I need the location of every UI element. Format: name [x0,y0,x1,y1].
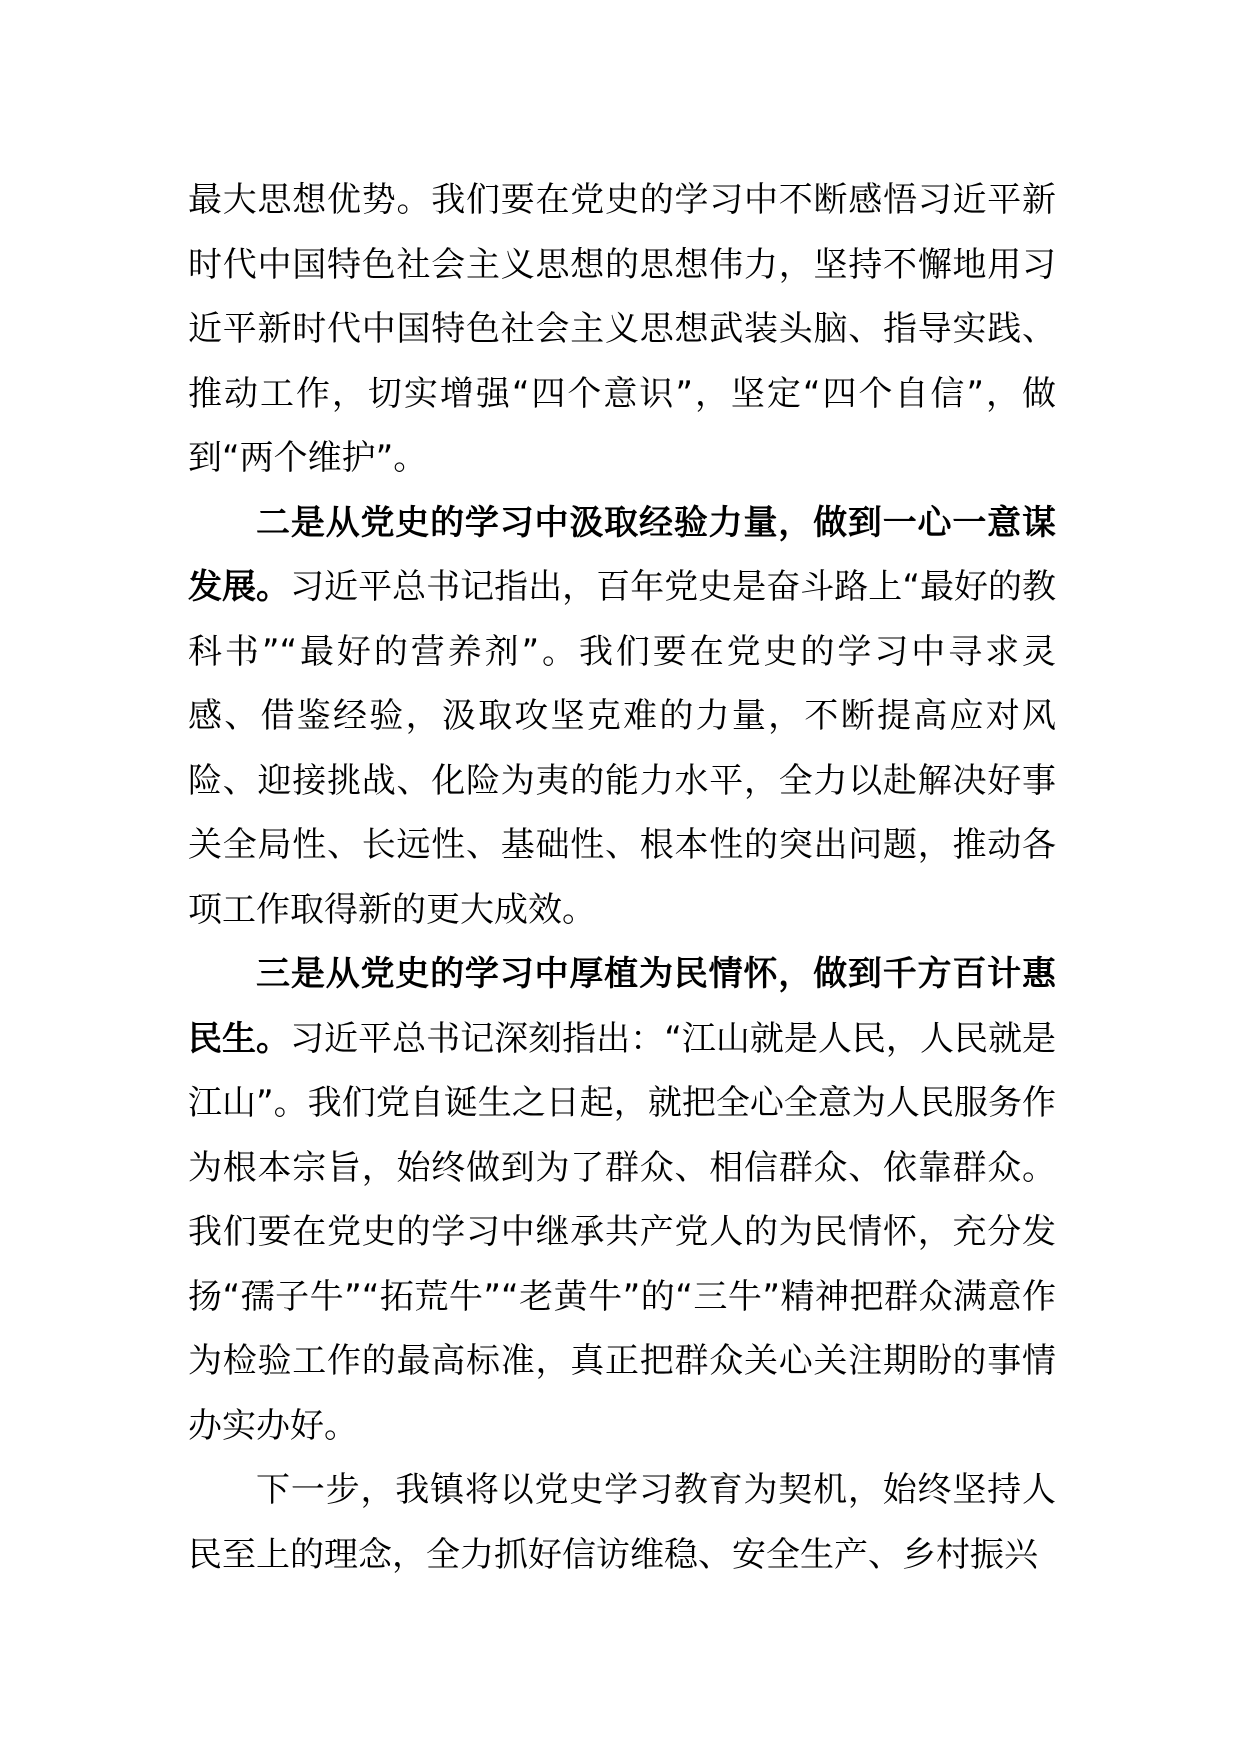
paragraph-next-step [188,1458,1056,1587]
paragraph-text: 最大思想优势。我们要在党史的学习中不断感悟习近平新时代中国特色社会主义思想的思想伟力，坚持不懈地用习近平新时代中国特色社会主义思想武装头脑、指导实践、推动工作，切实增强“四个意识”，坚定“四个自信”，做到“两个维护”。 [188,180,1056,478]
paragraph-lead-heading: 二是从党史的学习中汲取经验力量，做到一心一意谋发展。 [188,502,1056,607]
paragraph-lead-heading: 三是从党史的学习中厚植为民情怀，做到千方百计惠民生。 [188,954,1056,1059]
paragraph-text: 习近平总书记指出，百年党史是奋斗路上“最好的教科书”“最好的营养剂”。我们要在党史的学习中寻求灵感、借鉴经验，汲取攻坚克难的力量，不断提高应对风险、迎接挑战、化险为夷的能力水平，全力以赴解决好事关全局性、长远性、基础性、根本性的突出问题，推动各项工作取得新的更大成效。 [188,567,1056,930]
paragraph-text: 习近平总书记深刻指出：“江山就是人民，人民就是江山”。我们党自诞生之日起，就把全心全意为人民服务作为根本宗旨，始终做到为了群众、相信群众、依靠群众。我们要在党史的学习中继承共产党人的为民情怀，充分发扬“孺子牛”“拓荒牛”“老黄牛”的“三牛”精神把群众满意作为检验工作的最高标准，真正把群众关心关注期盼的事情办实办好。 [188,1018,1056,1446]
paragraph-continuation [188,168,1056,491]
paragraph-text: 下一步，我镇将以党史学习教育为契机，始终坚持人民至上的理念，全力抓好信访维稳、安全生产、乡村振兴 [188,1470,1056,1575]
document-body [188,168,1056,1587]
paragraph-point-three [188,942,1056,1458]
paragraph-point-two [188,491,1056,943]
